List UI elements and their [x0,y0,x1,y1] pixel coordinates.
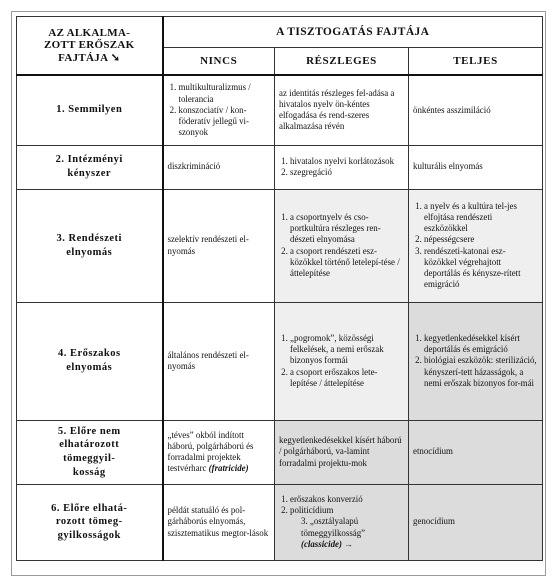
table-title: A TISZTOGATÁS FAJTÁJA [163,17,543,48]
row-label-line: rozott tömeg- [55,516,123,528]
cell-teljes: genocídium [409,484,543,560]
cell-teljes: kulturális elnyomás [409,145,543,189]
cell-teljes: etnocídium [409,420,543,484]
row-label-line: 5. Előre nem [57,425,121,437]
row-label-line: 2. Intézményi [55,154,123,166]
cell-reszleges [275,189,409,302]
row-label-line: elnyomás [66,362,113,373]
row-label [17,420,163,484]
list-item: 2. népességcsere [424,234,538,245]
corner-line-2: ZOTT ERŐSZAK [43,39,135,52]
table-row [17,420,543,484]
list-item: 3. rendészeti-katonai esz-közökkel végrehajtott deportálás és kénysze-rített emigráció [424,246,538,291]
list-item-text: 3. „osztályalapú tömeggyilkosság” [301,516,366,538]
cell-teljes: önkéntes asszimiláció [409,75,543,145]
list-item: 1. „pogromok”, közösségi felkelések, a nemi erőszak bizonyos formái [290,333,404,366]
cell-italic-term: (classicide) → [301,538,354,549]
row-label [17,189,163,302]
cell-italic-term: (fratricide) [208,463,249,474]
cell-nincs [163,420,275,484]
table-row [17,484,543,560]
list-item: 2. konszociatív / kon-föderatív jellegű vi-szonyok [179,105,271,138]
row-label [17,145,163,189]
table-row [17,75,543,145]
column-header-teljes: TELJES [409,48,543,76]
list-item: 2. biológiai eszközök: sterilizáció, kényszerí-tett házasságok, a nemi erőszak bizonyos for-mái [424,355,538,388]
row-label-line: gyilkosságok [57,529,121,541]
table-row [17,145,543,189]
cell-reszleges [275,145,409,189]
row-label-line: 4. Erőszakos [57,348,121,360]
row-label [17,302,163,420]
column-header-nincs: NINCS [163,48,275,76]
list-item: 1. hivatalos nyelvi korlátozások [290,156,404,167]
cell-reszleges: az identitás részleges fel-adása a hivatalos nyelv ön-kéntes elfogadása és rend-szeres alkalmazása révén [275,75,409,145]
row-label: 1. Semmilyen [17,75,163,145]
list-item: 2. szegregáció [290,167,404,178]
cell-reszleges [275,302,409,420]
row-label [17,484,163,560]
list-item: 1. a csoportnyelv és cso-portkultúra részleges ren-dészeti elnyomása [290,212,404,245]
column-header-reszleges: RÉSZLEGES [275,48,409,76]
list-item: 1. kegyetlenkedésekkel kísért deportálás és emigráció [424,333,538,355]
list-item: 2. a csoport erőszakos lete-lepítése / áttelepítése [290,367,404,389]
cell-reszleges: kegyetlenkedésekkel kísért háború / polgárháború, va-lamint forradalmi projektu-mok [275,420,409,484]
cell-reszleges [275,484,409,560]
row-label-line: tömeggyil- [63,453,116,464]
table-row [17,302,543,420]
corner-line-1: AZ ALKALMA- [48,26,131,39]
list-item: 1. multikulturalizmus / tolerancia [179,82,271,104]
list-item: 1. a nyelv és a kultúra tel-jes elfojtása rendészeti eszközökkel [424,201,538,234]
cell-teljes [409,302,543,420]
row-label-line: 6. Előre elhatá- [51,502,128,514]
list-item: 2. a csoport rendészeti esz-közökkel történő letelepí-tése / áttelepítése [290,246,404,279]
corner-header [17,17,163,76]
cell-nincs: diszkrimináció [163,145,275,189]
cell-nincs [163,75,275,145]
corner-line-3: FAJTÁJA ➘ [58,51,121,64]
row-label-line: kényszer [67,168,112,179]
cleansing-typology-table [16,16,543,561]
cell-nincs: példát statuáló és pol-gárháborús elnyomás, szisztematikus megtor-lások [163,484,275,560]
list-item: 2. politicídium [290,505,404,516]
row-label-line: elnyomás [66,246,113,258]
table-row [17,189,543,302]
cell-nincs: általános rendészeti el-nyomás [163,302,275,420]
list-item: 1. erőszakos konverzió [290,494,404,505]
row-label-line: 3. Rendészeti [56,232,122,244]
cell-text: „téves” okból indított háború, polgárháború és forradalmi projektek testvérharc [167,429,254,474]
cell-nincs: szelektív rendészeti el-nyomás [163,189,275,302]
row-label-line: kosság [72,466,106,478]
row-label-line: elhatározott [59,439,120,451]
cell-teljes [409,189,543,302]
list-item-3 [279,516,404,549]
